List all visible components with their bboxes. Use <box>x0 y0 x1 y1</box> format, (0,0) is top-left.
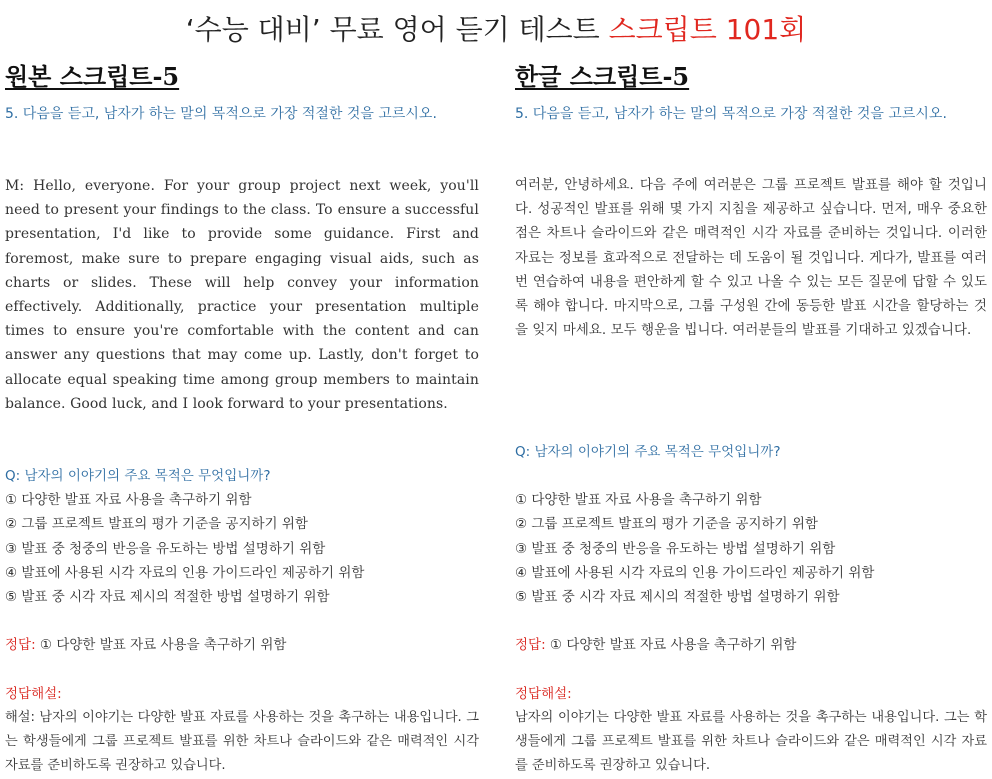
options-block <box>515 488 987 609</box>
explanation-block <box>5 682 479 779</box>
korean-script-column <box>515 60 987 778</box>
question-prompt: 5. 다음을 듣고, 남자가 하는 말의 목적으로 가장 적절한 것을 고르시오. <box>515 106 947 122</box>
explanation-block <box>515 682 987 779</box>
explanation-label: 정답해설: <box>5 686 62 702</box>
page-title <box>0 10 992 50</box>
answer-option-5: ⑤ 발표 중 시각 자료 제시의 적절한 방법 설명하기 위함 <box>5 589 330 606</box>
answer-option-2: ② 그룹 프로젝트 발표의 평가 기준을 공지하기 위함 <box>515 516 818 533</box>
answer-option-1: ① 다양한 발표 자료 사용을 촉구하기 위함 <box>515 492 762 508</box>
question-prompt: 5. 다음을 듣고, 남자가 하는 말의 목적으로 가장 적절한 것을 고르시오. <box>5 106 437 122</box>
question-block <box>515 440 987 464</box>
page-title-accent: 스크립트 101회 <box>608 13 807 46</box>
english-script-text: M: Hello, everyone. For your group project next week, you'll need to present your findings to the class. To ensure a successful presentation, I'd like to provide some guidance. First and foremost, make sure to prepare engaging visual aids, such as charts or slides. These will help convey your information effectively. Additionally, practice your presentation multiple times to ensure you're comfortable with the content and can answer any questions that may come up. Lastly, don't forget to allocate equal speaking time among group members to maintain balance. Good luck, and I look forward to your presentations. <box>5 178 479 412</box>
original-script-heading: 원본 스크립트-5 <box>5 62 180 91</box>
answer-option-4: ④ 발표에 사용된 시각 자료의 인용 가이드라인 제공하기 위함 <box>5 564 365 581</box>
korean-script-text: 여러분, 안녕하세요. 다음 주에 여러분은 그룹 프로젝트 발표를 해야 할 것입니다. 성공적인 발표를 위해 몇 가지 지침을 제공하고 싶습니다. 먼저, 매우 중요한 점은 차트나 슬라이드와 같은 매력적인 시각 자료를 준비하는 것입니다. 이러한 자료는 정보를 효과적으로 전달하는 데 도움이 될 것입니다. 게다가, 발표를 여러 번 연습하여 내용을 편안하게 할 수 있고 나올 수 있는 모든 질문에 답할 수 있도록 해야 합니다. 마지막으로, 그룹 구성원 간에 동등한 발표 시간을 할당하는 것을 잊지 마세요. 모두 행운을 빕니다. 여러분들의 발표를 기대하고 있겠습니다. <box>515 178 987 339</box>
answer-option-1: ① 다양한 발표 자료 사용을 촉구하기 위함 <box>5 492 252 508</box>
question-label: Q: 남자의 이야기의 주요 목적은 무엇입니까? <box>515 444 781 460</box>
korean-script-heading: 한글 스크립트-5 <box>515 62 690 91</box>
question-block <box>5 464 479 609</box>
answer-option-4: ④ 발표에 사용된 시각 자료의 인용 가이드라인 제공하기 위함 <box>515 564 875 581</box>
answer-option-5: ⑤ 발표 중 시각 자료 제시의 적절한 방법 설명하기 위함 <box>515 589 840 606</box>
explanation-text: 해설: 남자의 이야기는 다양한 발표 자료를 사용하는 것을 촉구하는 내용입니다. 그는 학생들에게 그룹 프로젝트 발표를 위한 차트나 슬라이드와 같은 매력적인 시각 자료를 준비하도록 권장하고 있습니다. <box>5 710 479 774</box>
original-script-column <box>5 60 479 778</box>
correct-answer-label: 정답: <box>5 637 36 653</box>
correct-answer <box>5 633 479 657</box>
explanation-label: 정답해설: <box>515 686 572 702</box>
correct-answer-text: ① 다양한 발표 자료 사용을 촉구하기 위함 <box>545 637 797 653</box>
answer-option-2: ② 그룹 프로젝트 발표의 평가 기준을 공지하기 위함 <box>5 516 308 533</box>
question-label: Q: 남자의 이야기의 주요 목적은 무엇입니까? <box>5 468 271 484</box>
page-title-main: ‘수능 대비’ 무료 영어 듣기 테스트 <box>185 13 600 46</box>
correct-answer <box>515 633 987 657</box>
correct-answer-text: ① 다양한 발표 자료 사용을 촉구하기 위함 <box>35 637 287 653</box>
answer-option-3: ③ 발표 중 청중의 반응을 유도하는 방법 설명하기 위함 <box>5 540 326 557</box>
explanation-text: 남자의 이야기는 다양한 발표 자료를 사용하는 것을 촉구하는 내용입니다. 그는 학생들에게 그룹 프로젝트 발표를 위한 차트나 슬라이드와 같은 매력적인 시각 자료를 준비하도록 권장하고 있습니다. <box>515 710 987 774</box>
answer-option-3: ③ 발표 중 청중의 반응을 유도하는 방법 설명하기 위함 <box>515 540 836 557</box>
correct-answer-label: 정답: <box>515 637 546 653</box>
